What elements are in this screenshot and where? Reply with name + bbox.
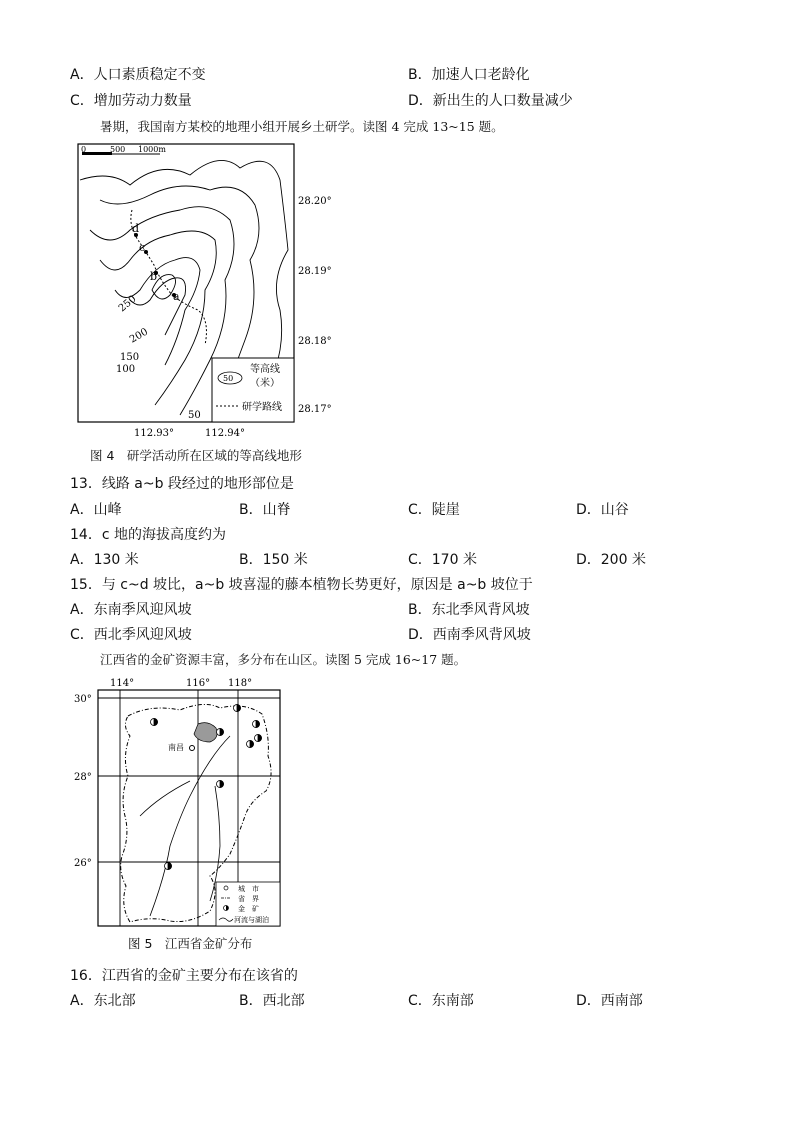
figure-5-caption: 图 5 江西省金矿分布 <box>128 936 253 951</box>
gold-mine-marker <box>151 719 158 726</box>
q14-option-a: A．130 米 <box>70 552 139 568</box>
q16-option-b: B．西北部 <box>239 993 305 1009</box>
q16-option-a: A．东北部 <box>70 993 136 1009</box>
q14-option-d: D．200 米 <box>576 552 646 568</box>
q15-option-c: C．西北季风迎风坡 <box>70 627 192 643</box>
contour-label: 100 <box>116 364 136 375</box>
contour-label: 200 <box>128 326 151 346</box>
legend-border: 省 界 <box>238 895 259 903</box>
scale-label: 500 <box>110 145 126 154</box>
gold-mine-marker <box>253 721 260 728</box>
lon-label: 118° <box>228 678 253 689</box>
city-marker <box>190 746 195 751</box>
legend-river: 河流与湖泊 <box>234 916 269 924</box>
q13-stem: 13．线路 a~b 段经过的地形部位是 <box>70 476 294 492</box>
point-label-c: c <box>139 241 146 254</box>
contour-label: 150 <box>120 352 140 363</box>
q13-option-d: D．山谷 <box>576 502 629 518</box>
lat-label: 28.18° <box>298 336 332 347</box>
gold-mine-marker <box>217 729 224 736</box>
q13-option-b: B．山脊 <box>239 502 291 518</box>
option-c: C．增加劳动力数量 <box>70 93 192 109</box>
figure-4-caption: 图 4 研学活动所在区域的等高线地形 <box>90 448 302 463</box>
scale-label: 0 <box>81 145 87 154</box>
q13-option-a: A．山峰 <box>70 502 122 518</box>
legend-gold: 金 矿 <box>238 905 259 913</box>
intro-13-15: 暑期，我国南方某校的地理小组开展乡土研学。读图 4 完成 13~15 题。 <box>100 119 504 134</box>
gold-mine-marker <box>234 705 241 712</box>
q16-stem: 16．江西省的金矿主要分布在该省的 <box>70 968 298 984</box>
lat-label: 28.19° <box>298 266 332 277</box>
legend-unit: （米） <box>250 378 280 389</box>
q16-option-d: D．西南部 <box>576 993 643 1009</box>
lat-label: 28.17° <box>298 404 332 415</box>
legend-contour-value: 50 <box>223 374 234 383</box>
point-label-b: b <box>150 270 158 283</box>
option-d: D．新出生的人口数量减少 <box>408 93 573 109</box>
contour-label: 50 <box>188 410 201 421</box>
point-label-d: d <box>132 222 140 235</box>
option-a: A．人口素质稳定不变 <box>70 67 206 83</box>
q15-option-d: D．西南季风背风坡 <box>408 627 531 643</box>
gold-mine-marker <box>255 735 262 742</box>
gold-mine-marker <box>217 781 224 788</box>
point-label-a: a <box>173 290 180 303</box>
legend-route: 研学路线 <box>242 402 282 413</box>
legend-city: 城 市 <box>238 885 259 893</box>
q16-option-c: C．东南部 <box>408 993 474 1009</box>
lat-label: 30° <box>74 694 92 705</box>
lon-label: 116° <box>186 678 211 689</box>
lon-label: 112.93° <box>134 428 174 439</box>
q13-option-c: C．陡崖 <box>408 502 460 518</box>
lon-label: 112.94° <box>205 428 245 439</box>
contour-label: 250 <box>116 293 139 315</box>
figure-5-gold-map <box>70 676 300 932</box>
lat-label: 28.20° <box>298 196 332 207</box>
intro-16-17: 江西省的金矿资源丰富，多分布在山区。读图 5 完成 16~17 题。 <box>100 652 467 667</box>
q14-stem: 14．c 地的海拔高度约为 <box>70 527 226 543</box>
q14-option-b: B．150 米 <box>239 552 308 568</box>
lat-label: 26° <box>74 858 92 869</box>
city-label-nanchang: 南昌 <box>168 743 184 752</box>
gold-mine-marker <box>247 741 254 748</box>
scale-label: 1000m <box>138 145 166 154</box>
lat-label: 28° <box>74 772 92 783</box>
figure-4-contour-map <box>70 140 340 440</box>
q14-option-c: C．170 米 <box>408 552 477 568</box>
legend-contour: 等高线 <box>250 364 280 375</box>
q15-option-a: A．东南季风迎风坡 <box>70 602 192 618</box>
lon-label: 114° <box>110 678 135 689</box>
gold-mine-marker <box>165 863 172 870</box>
q15-option-b: B．东北季风背风坡 <box>408 602 530 618</box>
option-b: B．加速人口老龄化 <box>408 67 530 83</box>
q15-stem: 15．与 c~d 坡比，a~b 坡喜湿的藤本植物长势更好，原因是 a~b 坡位于 <box>70 577 533 593</box>
